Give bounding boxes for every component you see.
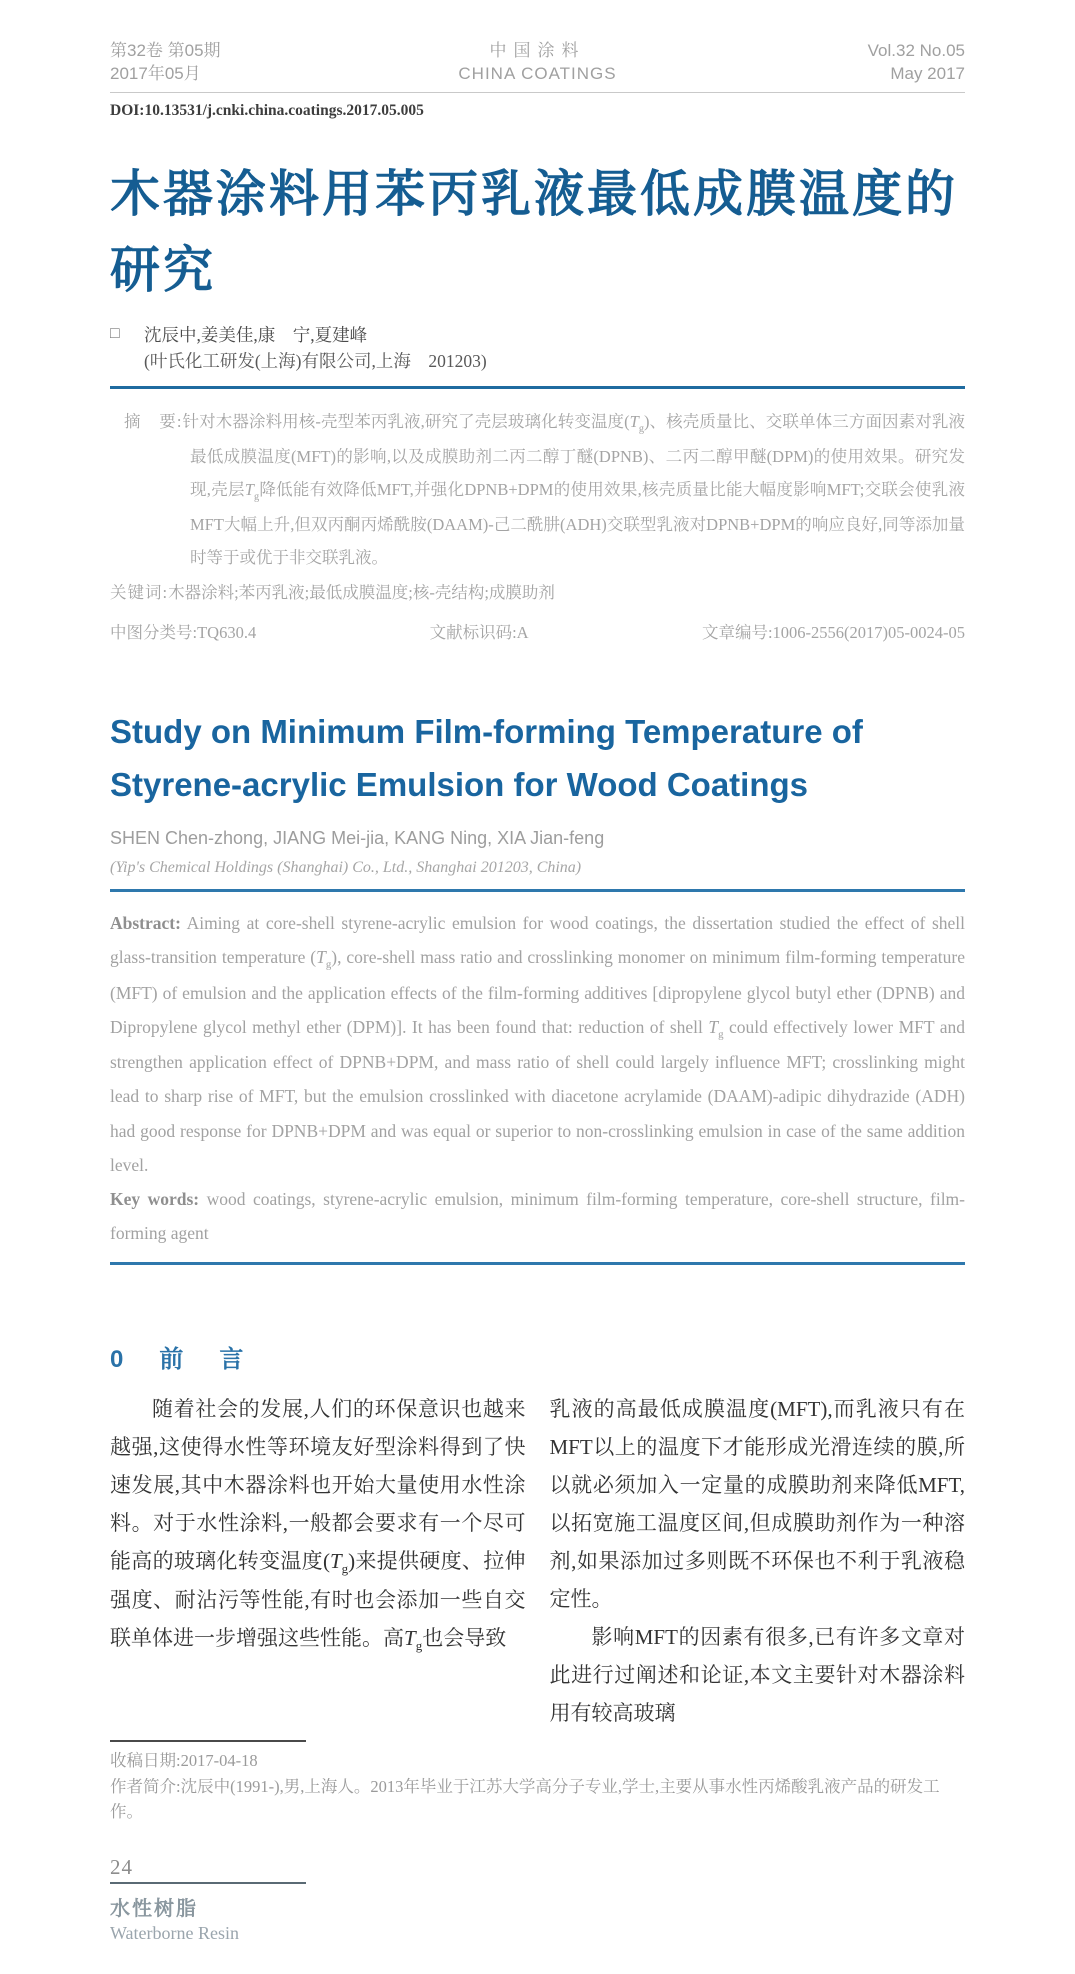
article-title-en: [110, 705, 965, 812]
volume-issue-cn: 第32卷 第05期: [110, 41, 221, 60]
author-bio-text: 沈辰中(1991-),男,上海人。2013年毕业于江苏大学高分子专业,学士,主要从事水性丙烯酸乳液产品的研发工作。: [110, 1776, 940, 1822]
article-title-en-line2: Styrene-acrylic Emulsion for Wood Coatings: [110, 766, 809, 804]
clc-number: 中图分类号:TQ630.4: [110, 622, 257, 642]
author-bio-label: 作者简介:: [110, 1776, 181, 1796]
authors-affiliation-cn: [144, 322, 487, 375]
keywords-label-en: Key words:: [110, 1188, 200, 1209]
date-cn: 2017年05月: [110, 63, 201, 83]
divider-blue-bottom: [110, 1262, 965, 1265]
author-bio-line: [110, 1774, 965, 1825]
article-title-en-line1: Study on Minimum Film-forming Temperature of: [110, 712, 863, 750]
divider-blue-top: [110, 386, 965, 389]
page-footer: [110, 1855, 965, 1944]
authors-cn: 沈辰中,姜美佳,康 宁,夏建峰: [144, 324, 368, 345]
author-box-icon: □: [110, 324, 120, 342]
keywords-label-cn: 关键词:: [110, 582, 169, 602]
header-left: [110, 40, 370, 86]
authors-en: SHEN Chen-zhong, JIANG Mei-jia, KANG Ning, XIA Jian-feng: [110, 827, 605, 848]
doi: DOI:10.13531/j.cnki.china.coatings.2017.05.005: [110, 101, 424, 119]
document-code: 文献标识码:A: [429, 622, 529, 642]
abstract-text-en: Aiming at core-shell styrene-acrylic emulsion for wood coatings, the dissertation studied the effect of shell glass-transition temperature $(T_g)$, core-shell mass ratio and crosslinking monomer on minimum film-forming temperature (MFT) of emulsion and the application effects of the film-forming additives [dipropylene glycol butyl ether (DPNB) and Dipropylene glycol methyl ether (DPM)]. It has been found that: reduction of shell $T_g$ could effectively lower MFT and strengthen application effect of DPNB+DPM, and mass ratio of shell could largely influence MFT; crosslinking might lead to sharp rise of MFT, but the emulsion crosslinked with diacetone acrylamide (DAAM)-adipic dihydrazide (ADH) had good response for DPNB+DPM and was equal or superior to non-crosslinking emulsion in case of the same addition level.: [110, 912, 965, 1175]
classification-row: [110, 619, 965, 643]
journal-header: [110, 40, 965, 93]
affiliation-cn: (叶氏化工研发(上海)有限公司,上海 201203): [144, 351, 487, 372]
footnote-rule: [110, 1740, 306, 1742]
header-center: [388, 40, 688, 86]
header-right: [705, 40, 965, 86]
intro-right-column: [550, 1390, 966, 1732]
received-date-value: 2017-04-18: [180, 1751, 258, 1771]
divider-blue-middle: [110, 889, 965, 892]
keywords-text-en: wood coatings, styrene-acrylic emulsion, minimum film-forming temperature, core-shell structure, film-forming agent: [110, 1188, 965, 1243]
two-column-body: [110, 1390, 965, 1732]
journal-name-en: CHINA COATINGS: [458, 63, 617, 83]
authors-block-cn: [110, 322, 965, 375]
page-number: 24: [110, 1854, 133, 1879]
article-title-cn-line2: 研究: [110, 241, 216, 298]
intro-paragraph-1-continued: 乳液的高最低成膜温度(MFT),而乳液只有在MFT以上的温度下才能形成光滑连续的膜,所以就必须加入一定量的成膜助剂来降低MFT,以拓宽施工温度区间,但成膜助剂作为一种溶剂,如果添加过多则既不环保也不利于乳液稳定性。: [549, 1397, 965, 1612]
section-heading: 0 前 言: [110, 1346, 250, 1374]
date-en: May 2017: [890, 63, 965, 83]
page-number-rule: [110, 1882, 306, 1884]
keywords-cn: [110, 576, 965, 609]
abstract-label-en: Abstract:: [110, 912, 181, 933]
footnote-block: [110, 1740, 965, 1825]
intro-paragraph-1: 随着社会的发展,人们的环保意识也越来越强,这使得水性等环境友好型涂料得到了快速发展,其中木器涂料也开始大量使用水性涂料。对于水性涂料,一般都会要求有一个尽可能高的玻璃化转变温度$(T_g)$来提供硬度、拉伸强度、耐沾污等性能,有时也会添加一些自交联单体进一步增强这些性能。高$T_g$也会导致: [110, 1397, 526, 1654]
introduction-section: [110, 1339, 965, 1732]
abstract-en: [110, 906, 965, 1182]
volume-issue-en: Vol.32 No.05: [867, 41, 965, 60]
article-title-cn: [110, 156, 965, 308]
article-title-cn-line1: 木器涂料用苯丙乳液最低成膜温度的: [110, 165, 958, 222]
abstract-cn: [124, 405, 965, 574]
intro-left-column: [110, 1390, 526, 1732]
received-date-line: [110, 1748, 965, 1774]
abstract-label-cn: 摘 要:: [124, 412, 183, 432]
abstract-text-cn: 针对木器涂料用核-壳型苯丙乳液,研究了壳层玻璃化转变温度$(T_g)$、核壳质量比、交联单体三方面因素对乳液最低成膜温度(MFT)的影响,以及成膜助剂二丙二醇丁醚(DPNB)、二丙二醇甲醚(DPM)的使用效果。研究发现,壳层$T_g$降低能有效降低MFT,并强化DPNB+DPM的使用效果,核壳质量比能大幅度影响MFT;交联会使乳液MFT大幅上升,但双丙酮丙烯酰胺(DAAM)-己二酰肼(ADH)交联型乳液对DPNB+DPM的响应良好,同等添加量时等于或优于非交联乳液。: [182, 412, 966, 567]
affiliation-en: (Yip's Chemical Holdings (Shanghai) Co., Ltd., Shanghai 201203, China): [110, 858, 582, 876]
received-date-label: 收稿日期:: [110, 1751, 181, 1771]
intro-paragraph-2: 影响MFT的因素有很多,已有许多文章对此进行过阐述和论证,本文主要针对木器涂料用有较高玻璃: [549, 1625, 965, 1726]
journal-name-cn: 中国涂料: [489, 41, 586, 60]
keywords-text-cn: 木器涂料;苯丙乳液;最低成膜温度;核-壳结构;成膜助剂: [168, 582, 555, 602]
article-id: 文章编号:1006-2556(2017)05-0024-05: [701, 622, 965, 642]
column-title-cn: 水性树脂: [110, 1897, 198, 1920]
column-title-en: Waterborne Resin: [110, 1922, 240, 1943]
keywords-en: [110, 1182, 965, 1250]
